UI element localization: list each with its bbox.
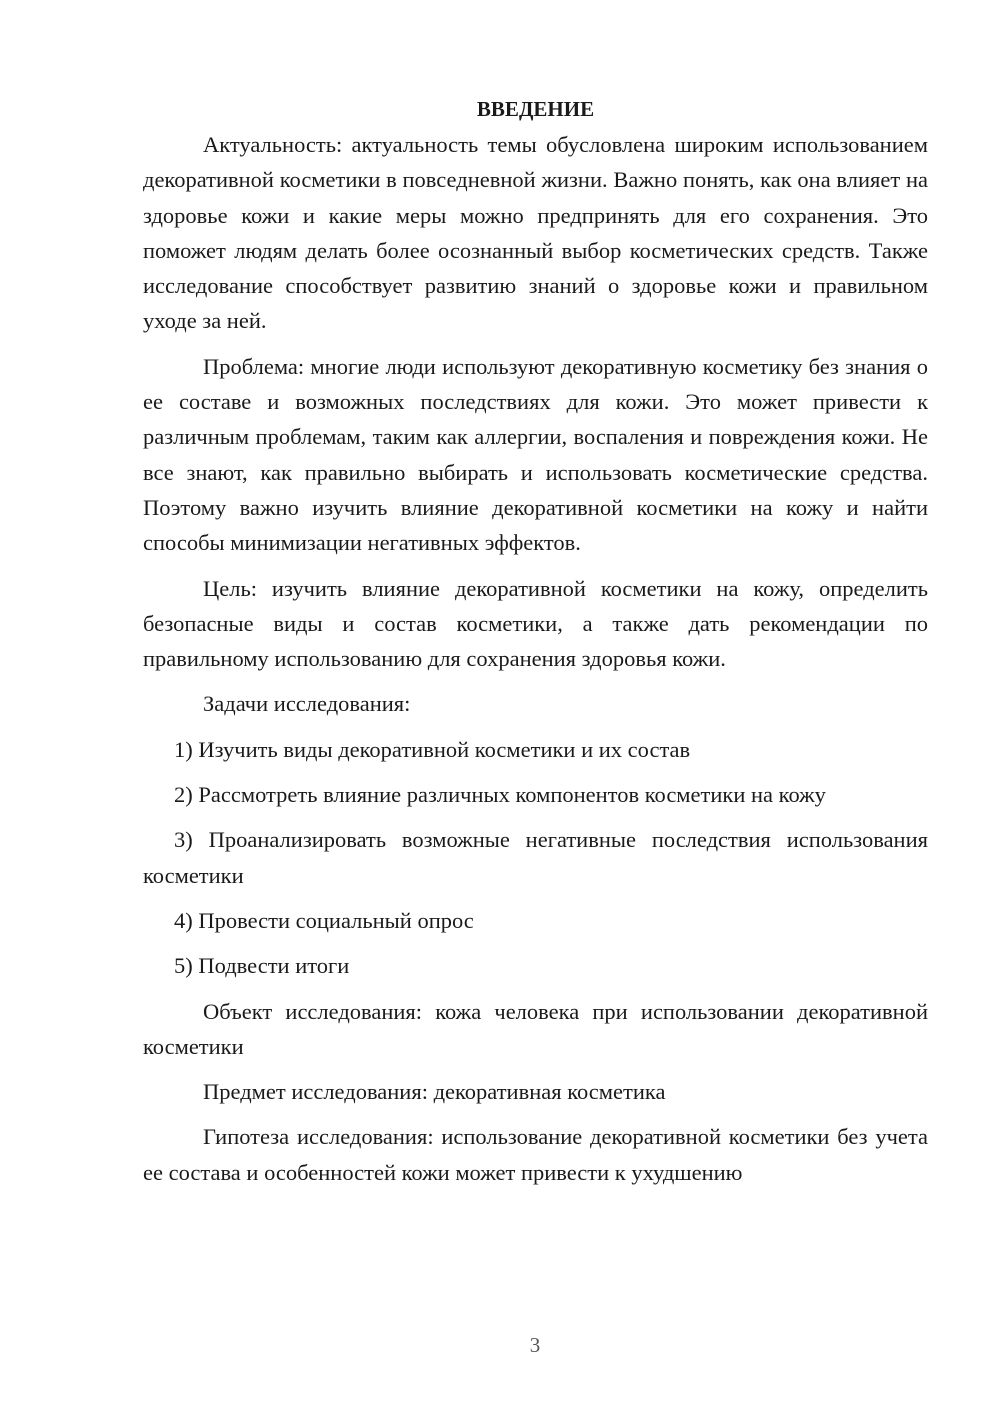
task-item-5: 5) Подвести итоги: [174, 953, 350, 979]
task-item-2: 2) Рассмотреть влияние различных компонентов косметики на кожу: [174, 782, 826, 808]
task-item-1: 1) Изучить виды декоративной косметики и их состав: [174, 736, 691, 762]
tasks-title: Задачи исследования:: [203, 691, 411, 717]
page-title: ВВЕДЕНИЕ: [476, 97, 595, 121]
hypothesis-paragraph: Гипотеза исследования: использование декоративной косметики без учета ее состава и особенностей кожи может привести к ухудшению: [143, 1124, 928, 1185]
problem-paragraph: Проблема: многие люди используют декоративную косметику без знания о ее составе и возможных последствиях для кожи. Это может привести к различным проблемам, таким как аллергии, воспаления и повреждения кожи. Не все знают, как правильно выбирать и использовать косметические средства. Поэтому важно изучить влияние декоративной косметики на кожу и найти способы минимизации негативных эффектов.: [143, 353, 928, 556]
page-number: 3: [529, 1333, 541, 1357]
task-item-4: 4) Провести социальный опрос: [174, 907, 474, 933]
object-paragraph: Объект исследования: кожа человека при использовании декоративной косметики: [143, 998, 928, 1059]
document-page: [143, 92, 928, 1190]
subject-paragraph: Предмет исследования: декоративная косметика: [203, 1079, 666, 1105]
goal-paragraph: Цель: изучить влияние декоративной косметики на кожу, определить безопасные виды и состав косметики, а также дать рекомендации по правильному использованию для сохранения здоровья кожи.: [143, 575, 928, 672]
task-item-3: 3) Проанализировать возможные негативные последствия использования косметики: [143, 827, 928, 888]
relevance-paragraph: Актуальность: актуальность темы обусловлена широким использованием декоративной косметики в повседневной жизни. Важно понять, как она влияет на здоровье кожи и какие меры можно предпринять для его сохранения. Это поможет людям делать более осознанный выбор косметических средств. Также исследование способствует развитию знаний о здоровье кожи и правильном уходе за ней.: [143, 132, 928, 334]
